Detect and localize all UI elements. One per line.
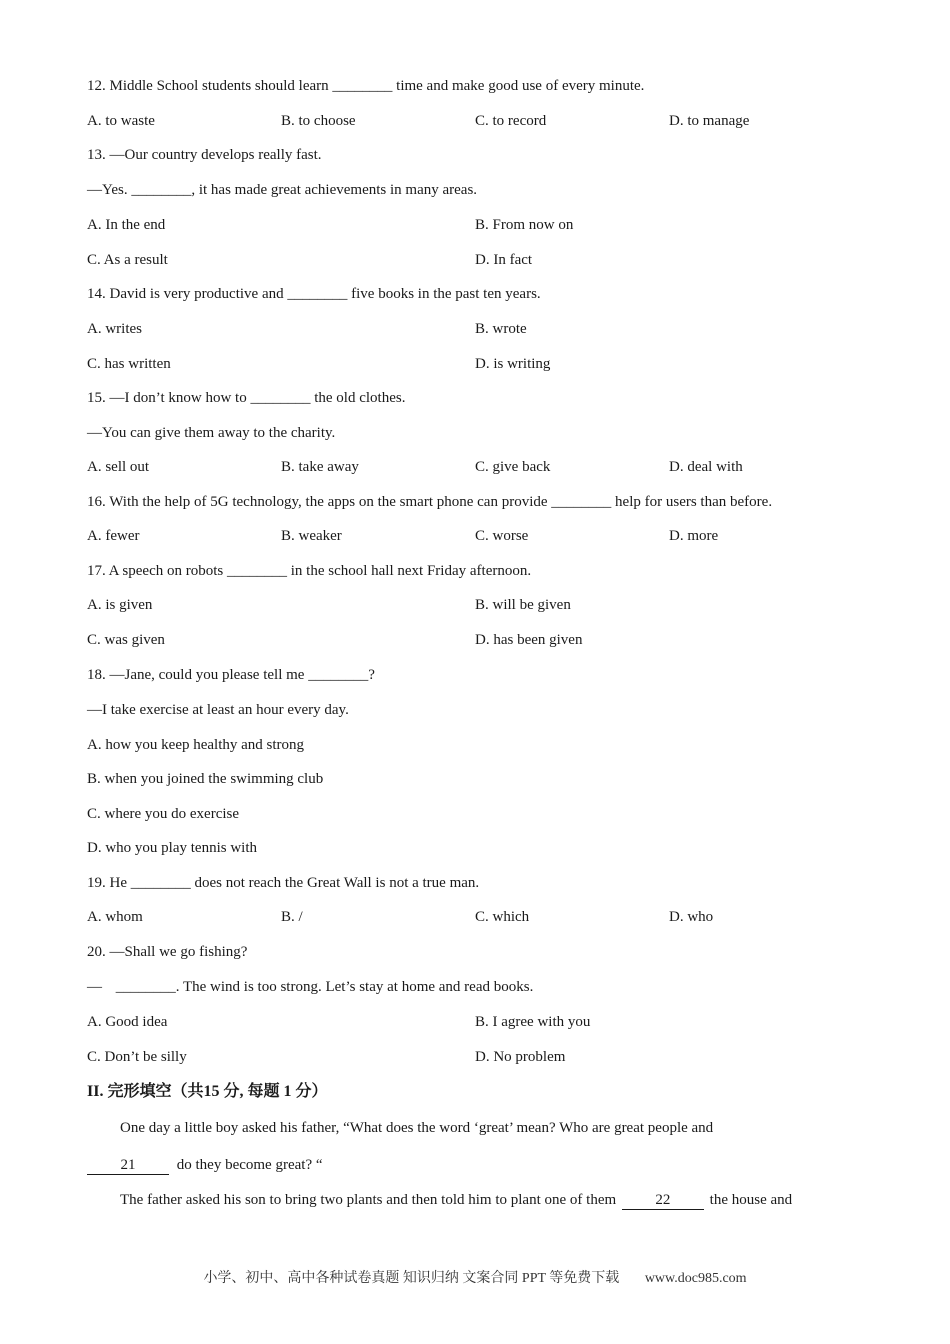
passage-line-3-end: the house and [709,1192,793,1208]
q15-stem: 15. —I don’t know how to ________ the old clothes. [87,390,406,406]
q15-reply: —You can give them away to the charity. [87,425,336,441]
q16-option-b: B. weaker [281,528,342,544]
passage-line-2 [87,1155,323,1175]
q19-stem: 19. He ________ does not reach the Great Wall is not a true man. [87,875,480,891]
passage-line-3-text: The father asked his son to bring two plants and then told him to plant one of them [120,1192,617,1208]
q12-option-b: B. to choose [281,113,356,129]
q18-option-b: B. when you joined the swimming club [87,771,324,787]
passage-line-3 [120,1190,792,1210]
q20-option-b: B. I agree with you [475,1014,591,1030]
section-heading-roman: II. [87,1083,104,1100]
q20-option-c: C. Don’t be silly [87,1049,187,1065]
q13-option-c: C. As a result [87,252,168,268]
q15-option-a: A. sell out [87,459,150,475]
q20-reply: ________. The wind is too strong. Let’s stay at home and read books. [115,979,534,995]
q17-stem: 17. A speech on robots ________ in the school hall next Friday afternoon. [87,563,532,579]
q12-stem: 12. Middle School students should learn ________ time and make good use of every minute. [87,78,645,94]
q14-option-c: C. has written [87,356,171,372]
page-footer [0,1269,950,1289]
q17-option-a: A. is given [87,597,153,613]
q15-option-b: B. take away [281,459,359,475]
q18-reply: —I take exercise at least an hour every day. [87,702,349,718]
q14-option-a: A. writes [87,321,142,337]
q13-option-a: A. In the end [87,217,166,233]
q15-option-d: D. deal with [669,459,743,475]
q13-reply: —Yes. ________, it has made great achievements in many areas. [87,182,478,198]
blank-22: 22 [622,1192,704,1210]
passage-line-1: One day a little boy asked his father, “What does the word ‘great’ mean? Who are great people and [120,1120,714,1136]
section-heading-points: 15 [203,1083,220,1100]
q20-stem: 20. —Shall we go fishing? [87,944,248,960]
q13-stem: 13. —Our country develops really fast. [87,147,322,163]
q14-stem: 14. David is very productive and ________ five books in the past ten years. [87,286,541,302]
q20-option-a: A. Good idea [87,1014,168,1030]
q14-option-d: D. is writing [475,356,551,372]
q13-option-d: D. In fact [475,252,533,268]
q19-option-a: A. whom [87,909,143,925]
passage-line-2-text: do they become great? “ [176,1157,323,1173]
section-heading-mid: 分, 每题 [223,1083,280,1100]
q14-option-b: B. wrote [475,321,527,337]
q13-option-b: B. From now on [475,217,574,233]
q17-option-d: D. has been given [475,632,583,648]
q12-option-d: D. to manage [669,113,750,129]
q19-option-c: C. which [475,909,530,925]
q20-reply-dash: — [87,979,102,995]
q16-option-c: C. worse [475,528,529,544]
q15-option-c: C. give back [475,459,551,475]
q18-option-c: C. where you do exercise [87,806,240,822]
q18-option-a: A. how you keep healthy and strong [87,737,305,753]
q17-option-b: B. will be given [475,597,571,613]
q12-option-c: C. to record [475,113,547,129]
q19-option-b: B. / [281,909,303,925]
q18-stem: 18. —Jane, could you please tell me ________? [87,667,375,683]
q12-option-a: A. to waste [87,113,155,129]
q19-option-d: D. who [669,909,714,925]
q16-stem: 16. With the help of 5G technology, the apps on the smart phone can provide ________ help for users than before. [87,494,773,510]
footer-text: 小学、初中、高中各种试卷真题 知识归纳 文案合同 PPT 等免费下载 [203,1271,620,1286]
q20-reply-line [87,977,533,997]
section-heading-title: 完形填空（共 [107,1083,204,1100]
q16-option-d: D. more [669,528,719,544]
q18-option-d: D. who you play tennis with [87,840,257,856]
q20-option-d: D. No problem [475,1049,566,1065]
section-heading-end: 分） [295,1083,328,1100]
section-heading-each: 1 [283,1083,292,1100]
blank-21: 21 [87,1157,169,1175]
q16-option-a: A. fewer [87,528,140,544]
footer-site: www.doc985.com [644,1271,747,1286]
q17-option-c: C. was given [87,632,165,648]
section-heading [87,1082,328,1102]
